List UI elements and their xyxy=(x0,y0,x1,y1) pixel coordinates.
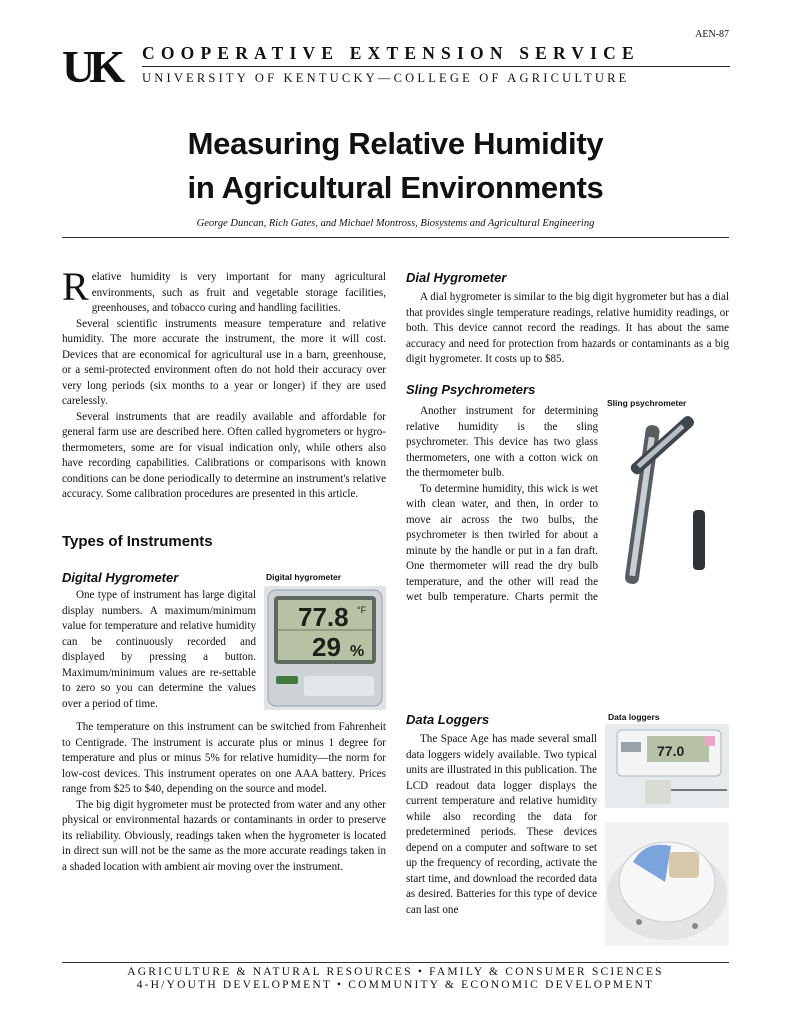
digital-heading: Digital Hygrometer xyxy=(62,570,179,585)
display-humidity: 29 xyxy=(312,632,341,662)
sling-paragraphs xyxy=(406,404,598,606)
title-line-2: in Agricultural Environments xyxy=(187,170,604,205)
header-rule xyxy=(142,66,730,67)
title-line-1: Measuring Relative Humidity xyxy=(187,126,604,161)
dial-heading: Dial Hygrometer xyxy=(406,270,507,285)
digital-paragraph-3: The big digit hygrometer must be protected from water and any other physical or environmental hazards or contaminants in order to preserve its reliability. Obviously, readings taken when the hygrometer is located in direct sun will not be the same as the more accurate readings taken in a shaded location with ambient air moving over the instrument. xyxy=(62,798,386,873)
digital-caption: Digital hygrometer xyxy=(266,572,342,582)
dial-paragraph: A dial hygrometer is similar to the big digit hygrometer but has a dial that provides single temperature readings, relative humidity readings, or both. This device cannot record the readings. It has about the same accuracy and need for protection from hazards or contaminants as a big digit hygrometer. It costs up to $85. xyxy=(406,291,729,365)
footer-line-2: 4-H/YOUTH DEVELOPMENT • COMMUNITY & ECONOMIC DEVELOPMENT xyxy=(136,979,655,991)
loggers-paragraph: The Space Age has made several small data loggers widely available. Two typical units are illustrated in this publication. The LCD readout data logger displays the current temperature and relative humidity while also recording the data for predetermined periods. These devices depend on a computer and software to set up the frequency of recording, activate the start time, and download the recorded data as desired. Batteries for this type of device can last one xyxy=(406,733,597,916)
display-temperature: 77.8 xyxy=(298,602,349,632)
loggers-caption: Data loggers xyxy=(608,712,660,722)
digital-paragraph-2: The temperature on this instrument can be switched from Fahrenheit to Centigrade. The instrument is accurate plus or minus 1 degree for temperature and plus or minus 5% for relative humidity—the norm for low-cost devices. This instrument operates on one AAA battery. Prices range from $25 to $40, depending on the source and model. xyxy=(62,721,386,795)
intro-paragraph-2: Several scientific instruments measure temperature and relative humidity. The more accurate the instrument, the more it will cost. Devices that are economical for agricultural use in a barn, greenhouse, or a semi-protected environment often do not hold their accuracy over very long periods (six months to a year or longer) if they are used carelessly. xyxy=(62,317,386,407)
drop-cap: R xyxy=(62,264,89,309)
loggers-heading: Data Loggers xyxy=(406,712,490,727)
footer-rule xyxy=(62,962,729,963)
intro-paragraph-1: Relative humidity is very important for many agricultural environments, such as fruit and vegetable storage facilities, greenhouses, and tobacco curing and handling facilities. xyxy=(62,264,386,314)
display-humidity-unit: % xyxy=(350,643,365,660)
digital-more xyxy=(62,720,386,875)
uk-logo xyxy=(62,44,134,86)
document-code: AEN-87 xyxy=(695,29,729,40)
data-logger-photo-2 xyxy=(605,822,729,946)
data-logger-photo-1 xyxy=(605,724,729,808)
page-title xyxy=(0,122,791,210)
footer-line-1: AGRICULTURE & NATURAL RESOURCES • FAMILY & CONSUMER SCIENCES xyxy=(127,966,664,978)
display-temp-unit: °F xyxy=(357,605,367,615)
types-heading: Types of Instruments xyxy=(62,533,213,550)
loggers-section xyxy=(406,732,597,918)
university-name: UNIVERSITY OF KENTUCKY—COLLEGE OF AGRICULTURE xyxy=(142,71,630,85)
authors: George Duncan, Rich Gates, and Michael Montross, Biosystems and Agricultural Engineering xyxy=(196,218,595,229)
intro-section xyxy=(62,264,386,503)
dial-section xyxy=(406,290,729,368)
uk-logo-letters: UK xyxy=(62,44,119,86)
sling-caption: Sling psychrometer xyxy=(607,398,687,408)
intro-paragraph-3: Several instruments that are readily available and affordable for general farm use are described here. Often called hygrometers or hygro-thermometers, some are for visual indication only, while others also have recording capabilities. Calibrations or comparisons with known conditions can be done periodically to determine an instrument's relative accuracy. Some calibration procedures are presented in this article. xyxy=(62,410,386,500)
digital-paragraph-1: One type of instrument has large digital display numbers. A maximum/minimum value for temperature and relative humidity can be continuously recorded and displayed by pressing a button. Maximum/minimum values are re-settable to zero so you can determine the values over a period of time. xyxy=(62,589,256,710)
sling-heading: Sling Psychrometers xyxy=(406,382,536,397)
sling-psychrometer-photo xyxy=(605,410,729,606)
title-rule xyxy=(62,237,729,238)
sling-paragraph-2-rest xyxy=(406,606,729,700)
logger-display: 77.0 xyxy=(657,743,685,759)
digital-hygrometer-photo xyxy=(264,586,386,710)
sling-paragraph-2-start: To determine humidity, this wick is wet with clean water, and then, in order to move air across the two bulbs, the psychrometer is then twirled for about a minute by the handle or put in a fan draft. One thermometer will read the dry bulb temperature, and the other will read the wet bulb temperature. Charts permit the xyxy=(406,482,598,603)
service-name: COOPERATIVE EXTENSION SERVICE xyxy=(142,43,640,63)
sling-paragraph-1: Another instrument for determining relative humidity is the sling psychrometer. This device has two glass thermometers, one with a cotton wick on the thermometer bulb. xyxy=(406,405,598,479)
